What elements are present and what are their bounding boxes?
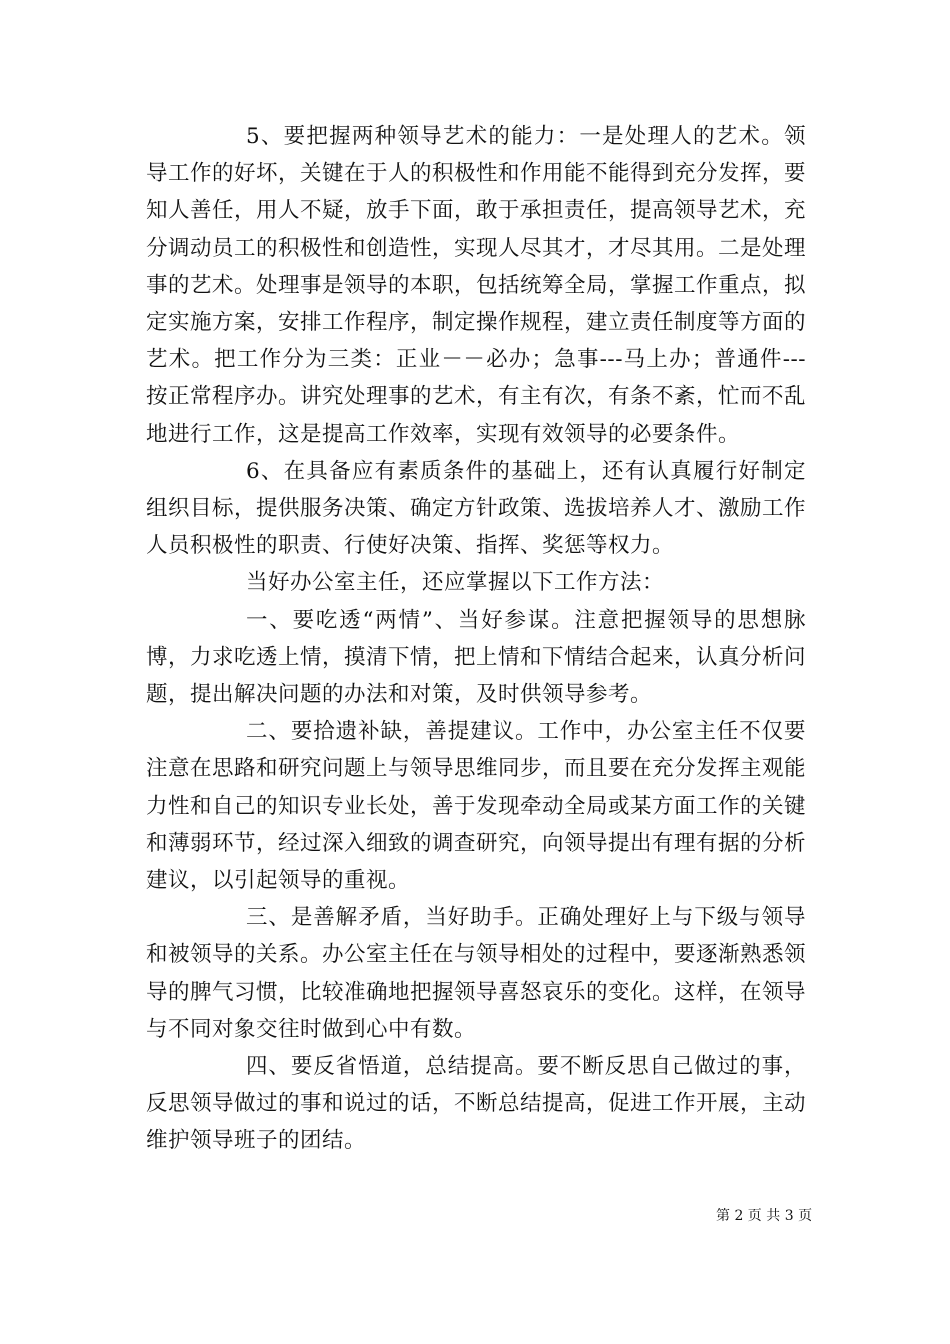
paragraph-method-1: 一、要吃透“两情”、当好参谋。注意把握领导的思想脉博，力求吃透上情，摸清下情，把上情和下情结合起来，认真分析问题，提出解决问题的办法和对策，及时供领导参考。 (146, 607, 807, 708)
paragraph-methods-intro: 当好办公室主任，还应掌握以下工作方法： (246, 570, 665, 596)
paragraph-5-leadership-art: 5、要把握两种领导艺术的能力：一是处理人的艺术。领导工作的好坏，关键在于人的积极性和作用能不能得到充分发挥，要知人善任，用人不疑，放手下面，敢于承担责任，提高领导艺术，充分调动员工的积极性和创造性，实现人尽其才，才尽其用。二是处理事的艺术。处理事是领导的本职，包括统筹全局，掌握工作重点，拟定实施方案，安排工作程序，制定操作规程，建立责任制度等方面的艺术。把工作分为三类：正业－－必办；急事---马上办；普通件---按正常程序办。讲究处理事的艺术，有主有次，有条不紊，忙而不乱地进行工作，这是提高工作效率，实现有效领导的必要条件。 (146, 124, 807, 447)
document-body (146, 118, 806, 1160)
paragraph-method-4: 四、要反省悟道，总结提高。要不断反思自己做过的事，反思领导做过的事和说过的话，不断总结提高，促进工作开展，主动维护领导班子的团结。 (146, 1054, 807, 1154)
paragraph-method-2: 二、要拾遗补缺，善提建议。工作中，办公室主任不仅要注意在思路和研究问题上与领导思维同步，而且要在充分发挥主观能力性和自己的知识专业长处，善于发现牵动全局或某方面工作的关键和薄弱环节，经过深入细致的调查研究，向领导提出有理有据的分析建议，以引起领导的重视。 (146, 719, 807, 894)
paragraph-6-duties: 6、在具备应有素质条件的基础上，还有认真履行好制定组织目标，提供服务决策、确定方针政策、选拔培养人才、激励工作人员积极性的职责、行使好决策、指挥、奖惩等权力。 (146, 458, 807, 559)
paragraph-method-3: 三、是善解矛盾，当好助手。正确处理好上与下级与领导和被领导的关系。办公室主任在与领导相处的过程中，要逐渐熟悉领导的脾气习惯，比较准确地把握领导喜怒哀乐的变化。这样，在领导与不同对象交往时做到心中有数。 (146, 905, 807, 1042)
page-number: 第 2 页 共 3 页 (716, 1208, 813, 1224)
